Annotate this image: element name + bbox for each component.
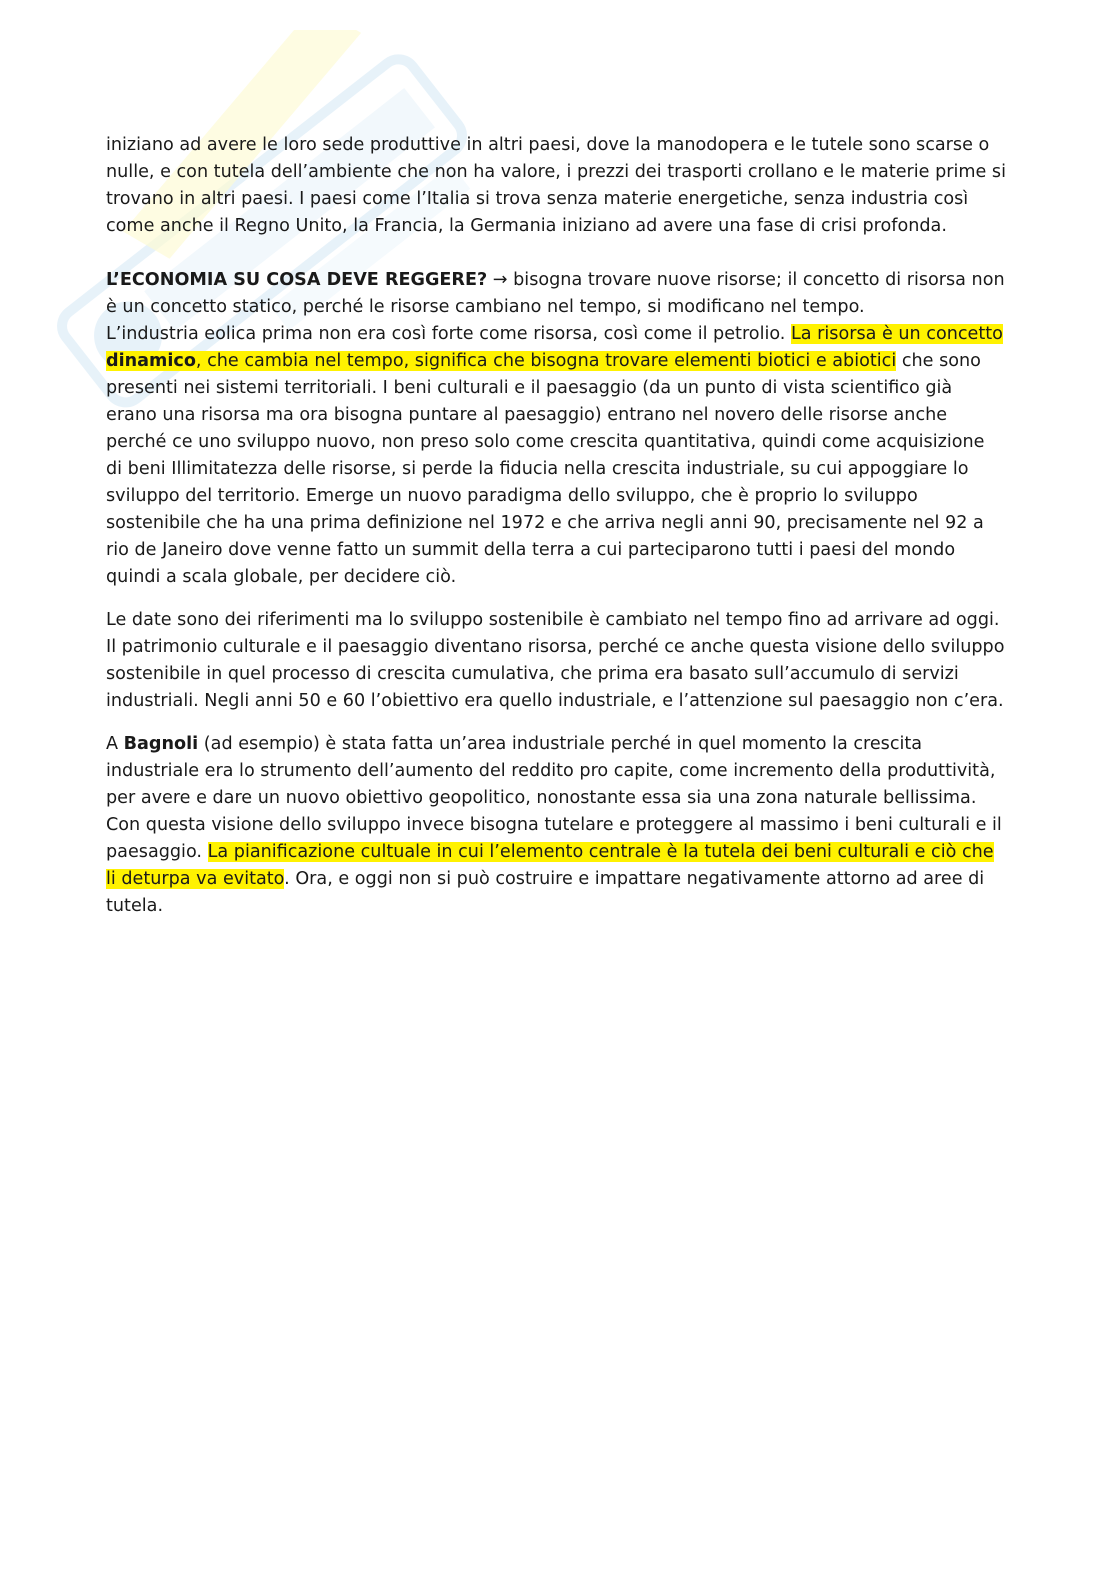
paragraph-2-text-b: L’industria eolica prima non era così forte come risorsa, così come il petrolio. xyxy=(106,324,791,344)
paragraph-4-text-a: (ad esempio) è stata fatta un’area industriale perché in quel momento la crescita industriale era lo strumento dell’aumento del reddito pro capite, come incremento della produttività, per avere e dare un nuovo obiettivo geopolitico, nonostante essa sia una zona naturale bellissima. Con questa visione dello sviluppo invece bisogna tutelare e proteggere al massimo i beni culturali e il paesaggio. xyxy=(106,734,1002,862)
highlight-risorsa-end: , che cambia nel tempo, significa che bisogna trovare elementi biotici e abiotici xyxy=(195,351,897,371)
highlight-risorsa-start: La risorsa è un concetto xyxy=(790,324,1003,344)
paragraph-2-text-c: che sono presenti nei sistemi territoriali. I beni culturali e il paesaggio (da un punto di vista scientifico già erano una risorsa ma ora bisogna puntare al paesaggio) entrano nel novero delle risorse anche perché ce uno sviluppo nuovo, non preso solo come crescita quantitativa, quindi come acquisizione di beni Illimitatezza delle risorse, si perde la fiducia nella crescita industriale, su cui appoggiare lo sviluppo del territorio. Emerge un nuovo paradigma dello sviluppo, che è proprio lo sviluppo sostenibile che ha una prima definizione nel 1972 e che arriva negli anni 90, precisamente nel 92 a rio de Janeiro dove venne fatto un summit della terra a cui parteciparono tutti i paesi del mondo quindi a scala globale, per decidere ciò. xyxy=(106,351,985,587)
highlight-dinamico: dinamico xyxy=(106,351,196,371)
paragraph-2 xyxy=(106,267,1006,591)
bagnoli-term: Bagnoli xyxy=(123,734,199,754)
paragraph-2-text-a: bisogna trovare nuove risorse; il concetto di risorsa non è un concetto statico, perché le risorse cambiano nel tempo, si modificano nel tempo. xyxy=(106,270,1005,317)
paragraph-4 xyxy=(106,731,1006,920)
section-heading: L’ECONOMIA SU COSA DEVE REGGERE? xyxy=(106,270,488,290)
right-arrow-icon: → xyxy=(487,270,514,290)
paragraph-1: iniziano ad avere le loro sede produttive in altri paesi, dove la manodopera e le tutele sono scarse o nulle, e con tutela dell’ambiente che non ha valore, i prezzi dei trasporti crollano e le materie prime si trovano in altri paesi. I paesi come l’Italia si trova senza materie energetiche, senza industria così come anche il Regno Unito, la Francia, la Germania iniziano ad avere una fase di crisi profonda. xyxy=(106,135,1006,236)
paragraph-4-text-b: . Ora, e oggi non si può costruire e impattare negativamente attorno ad aree di tutela. xyxy=(106,869,985,916)
highlight-pianificazione: La pianificazione cultuale in cui l’elemento centrale è la tutela dei beni culturali e ciò che li deturpa va evitato xyxy=(106,842,994,889)
paragraph-4-lead: A xyxy=(106,734,124,754)
paragraph-3: Le date sono dei riferimenti ma lo sviluppo sostenibile è cambiato nel tempo fino ad arrivare ad oggi. Il patrimonio culturale e il paesaggio diventano risorsa, perché ce anche questa visione dello sviluppo sostenibile in quel processo di crescita cumulativa, che prima era basato sull’accumulo di servizi industriali. Negli anni 50 e 60 l’obiettivo era quello industriale, e l’attenzione sul paesaggio non c’era. xyxy=(106,610,1005,711)
document-body xyxy=(106,132,1006,920)
